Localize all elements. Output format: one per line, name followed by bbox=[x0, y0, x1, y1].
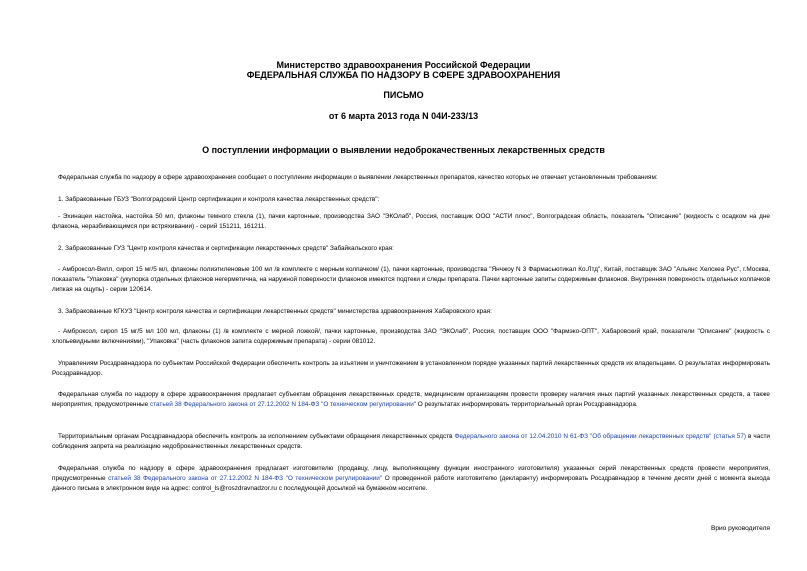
document-subject: О поступлении информации о выявлении недоброкачественных лекарственных средств bbox=[202, 145, 605, 155]
territorial-bodies-paragraph bbox=[52, 432, 770, 452]
manufacturer-text-a: Федеральная служба по надзору в сфере здравоохранения предлагает изготовителю (продавцу, лицу, выполняющему функции иностранного изготовителя) указанных серий лекарственных средств провести мероприятия, предусмотренные bbox=[52, 465, 770, 482]
federal-service-text-a: Федеральная служба по надзору в сфере здравоохранения предлагает субъектам обращения лекарственных средств, медицинским организациям провести проверку наличия иных партий указанных лекарственных средств, а также мероприятия, предусмотренные bbox=[52, 391, 770, 408]
manufacturer-paragraph bbox=[52, 464, 770, 494]
law-184-link[interactable]: статьей 38 Федерального закона от 27.12.2002 N 184-ФЗ "О техническом регулировании" bbox=[149, 401, 417, 408]
item1-detail: - Эхинацеи настойка, настойка 50 мл, флаконы темного стекла (1), пачки картонные, производства ЗАО "ЭКОлаб", Россия, поставщик ООО "АСТИ плюс", Волгоградская область, показатель "Описание" (жидкость с осадком на дне флакона, неразбивающимся при встряхивании) - серий 151211, 161211. bbox=[52, 213, 770, 230]
regional-offices-paragraph: Управлениям Росздравнадзора по субъектам Российской Федерации обеспечить контроль за изъятием и уничтожением в установленном порядке указанных партий лекарственных средств их владельцами. О результатах информировать Росздравнадзор. bbox=[52, 360, 770, 377]
article-57-link[interactable]: (статья 57) bbox=[713, 433, 747, 440]
intro-paragraph: Федеральная служба по надзору в сфере здравоохранения сообщает о поступлении информации о выявлении лекарственных препаратов, качество которых не отвечает установленным требованиям: bbox=[58, 174, 658, 181]
law-184-link-2[interactable]: статьей 38 Федерального закона от 27.12.2002 N 184-ФЗ "О техническом регулировании" bbox=[108, 475, 383, 482]
item3-heading: 3. Забракованные КГКУЗ "Центр контроля качества и сертификации лекарственных средств" министерства здравоохранения Хабаровского края: bbox=[58, 308, 492, 315]
item2-detail: - Амброксол-Вилл, сироп 15 мг/5 мл, флаконы полиэтиленовые 100 мл /в комплекте с мерным колпачком/ (1), пачки картонные, производства "Янчжоу N 3 Фармасьютикал Ко.Лтд", Китай, поставщик ЗАО "Альянс Хелскеа Рус", г.Москва, показатель "Упаковка" (укупорка отдельных флаконов негерметична, на наружной поверхности флаконов имеются подтеки и следы препарата. Пачки картонные запиты содержимым флаконов. Внутренняя поверхность отдельных колпачков липкая на ощупь) - серии 120614. bbox=[52, 266, 770, 293]
item1-heading: 1. Забракованные ГБУЗ "Волгоградский Центр сертификации и контроля качества лекарственных средств": bbox=[58, 196, 380, 203]
law-61-link[interactable]: Федерального закона от 12.04.2010 N 61-ФЗ "Об обращении лекарственных средств" bbox=[454, 433, 712, 440]
ministry-heading: Министерство здравоохранения Российской Федерации bbox=[276, 60, 531, 70]
service-heading: ФЕДЕРАЛЬНАЯ СЛУЖБА ПО НАДЗОРУ В СФЕРЕ ЗДРАВООХРАНЕНИЯ bbox=[246, 70, 561, 80]
federal-service-text-b: О результатах информировать территориальный орган Росздравнадзора. bbox=[416, 401, 638, 408]
signature-title: Врио руководителя bbox=[710, 525, 770, 532]
territorial-text-a: Территориальным органам Росздравнадзора обеспечить контроль за исполнением субъектами обращения лекарственных средств bbox=[58, 433, 455, 440]
territorial-text-b: в части соблюдения запрета на реализацию недоброкачественных лекарственных средств. bbox=[52, 433, 771, 450]
document-type: ПИСЬМО bbox=[383, 90, 424, 100]
manufacturer-text-b: О проведенной работе изготовителю (декларанту) информировать Росздравнадзор в течение десяти дней с момента выхода данного письма в электронном виде на адрес: control_ls@roszdravnadzor.ru с последующей досылкой на бумажном носителе. bbox=[52, 475, 770, 492]
document-date-number: от 6 марта 2013 года N 04И-233/13 bbox=[328, 111, 479, 121]
item2-heading: 2. Забракованные ГУЗ "Центр контроля качества и сертификации лекарственных средств" Забайкальского края: bbox=[58, 245, 394, 252]
federal-service-paragraph bbox=[52, 390, 770, 410]
item3-detail: - Амброксол, сироп 15 мг/5 мл 100 мл, флаконы (1) /в комплекте с мерной ложкой/, пачки картонные, производства ЗАО "ЭКОлаб", Россия, поставщик ООО "Фармэко-ОПТ", Хабаровский край, показатели "Описание" (жидкость с хлопьевидными включениями), "Упаковка" (часть флаконов запита содержимым препарата) - серии 081012. bbox=[52, 328, 770, 345]
